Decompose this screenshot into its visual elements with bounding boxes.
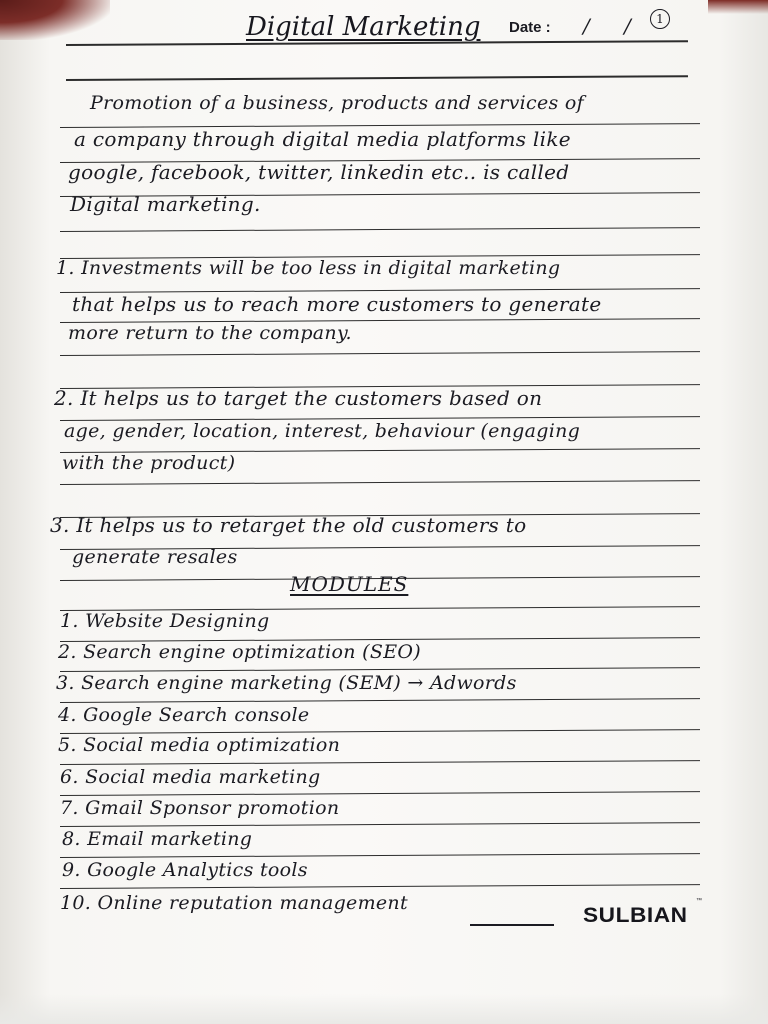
module-item: 2. Search engine optimization (SEO) <box>58 641 421 663</box>
paragraph-line: 3. It helps us to retarget the old customers to <box>50 513 527 537</box>
paragraph-line: generate resales <box>72 546 238 568</box>
paragraph-line: 1. Investments will be too less in digital marketing <box>56 257 561 279</box>
notebook-cover-edge <box>708 0 768 14</box>
paragraph-line: Digital marketing. <box>70 192 261 216</box>
module-item: 10. Online reputation management <box>60 892 408 914</box>
paragraph-line: 2. It helps us to target the customers based on <box>54 386 543 410</box>
paragraph-line: that helps us to reach more customers to generate <box>72 292 602 316</box>
paragraph-line: with the product) <box>62 452 236 474</box>
ruled-line <box>60 853 700 858</box>
module-item: 5. Social media optimization <box>58 734 341 756</box>
paragraph-line: google, facebook, twitter, linkedin etc.. is called <box>68 160 570 184</box>
ruled-line <box>60 822 700 827</box>
ruled-line <box>60 698 700 703</box>
brand-logo: SULBIAN <box>583 904 688 927</box>
paragraph-line: a company through digital media platforms like <box>74 127 571 151</box>
ruled-line <box>60 480 700 485</box>
paragraph-line: more return to the company. <box>68 322 352 344</box>
ruled-line <box>60 884 700 889</box>
module-item: 9. Google Analytics tools <box>62 859 308 881</box>
module-item: 7. Gmail Sponsor promotion <box>60 797 340 819</box>
ruled-line <box>60 227 700 232</box>
module-item: 4. Google Search console <box>58 704 310 726</box>
paragraph-line: age, gender, location, interest, behaviour (engaging <box>64 420 581 442</box>
end-stroke <box>470 924 554 926</box>
trademark-mark: ™ <box>696 898 702 904</box>
ruled-line <box>60 351 700 356</box>
page-title: Digital Marketing <box>246 12 481 42</box>
module-item: 3. Search engine marketing (SEM) → Adwords <box>56 672 517 694</box>
paragraph-line: Promotion of a business, products and services of <box>90 92 585 114</box>
module-item: 8. Email marketing <box>62 828 253 850</box>
ruled-line <box>66 75 688 81</box>
page-number: 1 <box>650 9 670 29</box>
modules-heading: MODULES <box>290 572 409 596</box>
date-field: / / <box>583 14 645 38</box>
date-label: Date : <box>509 19 551 36</box>
module-item: 1. Website Designing <box>60 610 270 632</box>
ruled-line <box>60 791 700 796</box>
page-bottom-edge <box>0 994 768 1024</box>
ruled-line <box>60 760 700 765</box>
notebook-cover-corner <box>0 0 110 40</box>
module-item: 6. Social media marketing <box>60 766 321 788</box>
